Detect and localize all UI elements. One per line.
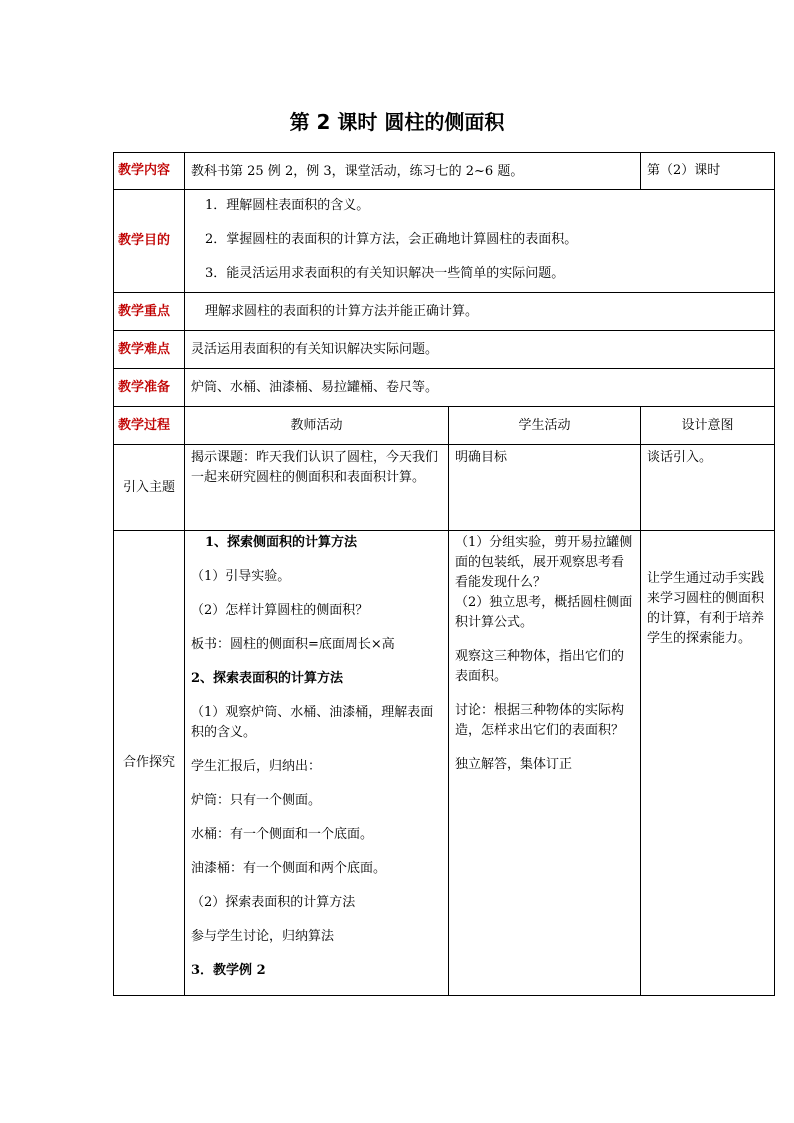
difficulty-text: 灵活运用表面积的有关知识解决实际问题。: [185, 331, 775, 369]
teacher-step: 3．教学例 2: [191, 963, 266, 978]
teacher-step: 学生汇报后，归纳出：: [191, 759, 322, 774]
prep-text: 炉筒、水桶、油漆桶、易拉罐桶、卷尺等。: [185, 369, 775, 407]
row-goals: [114, 190, 775, 293]
row-difficulty: [114, 331, 775, 369]
intro-student: 明确目标: [449, 445, 641, 531]
teacher-step: 油漆桶：有一个侧面和两个底面。: [191, 861, 387, 876]
content-text: 教科书第 25 例 2，例 3，课堂活动，练习七的 2~6 题。: [185, 153, 641, 190]
intro-intent: 谈话引入。: [641, 445, 775, 531]
student-step: 观察这三种物体，指出它们的表面积。: [455, 649, 625, 684]
label-content: 教学内容: [114, 153, 185, 190]
row-key: [114, 293, 775, 331]
student-step: 独立解答，集体订正: [455, 757, 573, 772]
goal-item: 2．掌握圆柱的表面积的计算方法，会正确地计算圆柱的表面积。: [205, 232, 578, 247]
teacher-step: （2）怎样计算圆柱的侧面积？: [191, 603, 369, 618]
row-intro: [114, 445, 775, 531]
label-key: 教学重点: [114, 293, 185, 331]
student-step: 讨论：根据三种物体的实际构造，怎样求出它们的表面积？: [455, 703, 625, 738]
teacher-step: 炉筒：只有一个侧面。: [191, 793, 322, 808]
teacher-step: 2、探索表面积的计算方法: [191, 671, 344, 686]
page-title: 第 2 课时 圆柱的侧面积: [289, 110, 505, 134]
teacher-step: 水桶：有一个侧面和一个底面。: [191, 827, 374, 842]
goal-item: 1．理解圆柱表面积的含义。: [205, 198, 370, 213]
explore-student: [449, 531, 641, 996]
teacher-step: 1、探索侧面积的计算方法: [205, 535, 358, 550]
teacher-step: （1）引导实验。: [191, 569, 291, 584]
header-teacher: 教师活动: [185, 407, 449, 445]
student-step: （2）独立思考，概括圆柱侧面积计算公式。: [455, 595, 633, 630]
label-difficulty: 教学难点: [114, 331, 185, 369]
row-content: [114, 153, 775, 190]
teacher-step: 板书：圆柱的侧面积=底面周长×高: [191, 637, 395, 652]
label-goals: 教学目的: [114, 190, 185, 293]
goals-cell: [185, 190, 775, 293]
lesson-plan-table: [113, 152, 775, 996]
explore-intent: 让学生通过动手实践来学习圆柱的侧面积的计算，有利于培养学生的探索能力。: [641, 531, 775, 996]
intro-teacher: 揭示课题：昨天我们认识了圆柱，今天我们一起来研究圆柱的侧面积和表面积计算。: [185, 445, 449, 531]
key-text: 理解求圆柱的表面积的计算方法并能正确计算。: [185, 293, 775, 331]
explore-teacher: [185, 531, 449, 996]
goal-item: 3．能灵活运用求表面积的有关知识解决一些简单的实际问题。: [205, 266, 565, 281]
label-prep: 教学准备: [114, 369, 185, 407]
header-student: 学生活动: [449, 407, 641, 445]
header-intent: 设计意图: [641, 407, 775, 445]
period-text: 第（2）课时: [641, 153, 775, 190]
teacher-step: （2）探索表面积的计算方法: [191, 895, 356, 910]
stage-intro: 引入主题: [114, 445, 185, 531]
teacher-step: 参与学生讨论，归纳算法: [191, 929, 335, 944]
stage-explore: 合作探究: [114, 531, 185, 996]
row-process-header: [114, 407, 775, 445]
student-step: （1）分组实验，剪开易拉罐侧面的包装纸，展开观察思考看看能发现什么？: [455, 535, 633, 590]
teacher-step: （1）观察炉筒、水桶、油漆桶，理解表面积的含义。: [191, 705, 434, 740]
label-process: 教学过程: [114, 407, 185, 445]
row-prep: [114, 369, 775, 407]
row-explore: [114, 531, 775, 996]
